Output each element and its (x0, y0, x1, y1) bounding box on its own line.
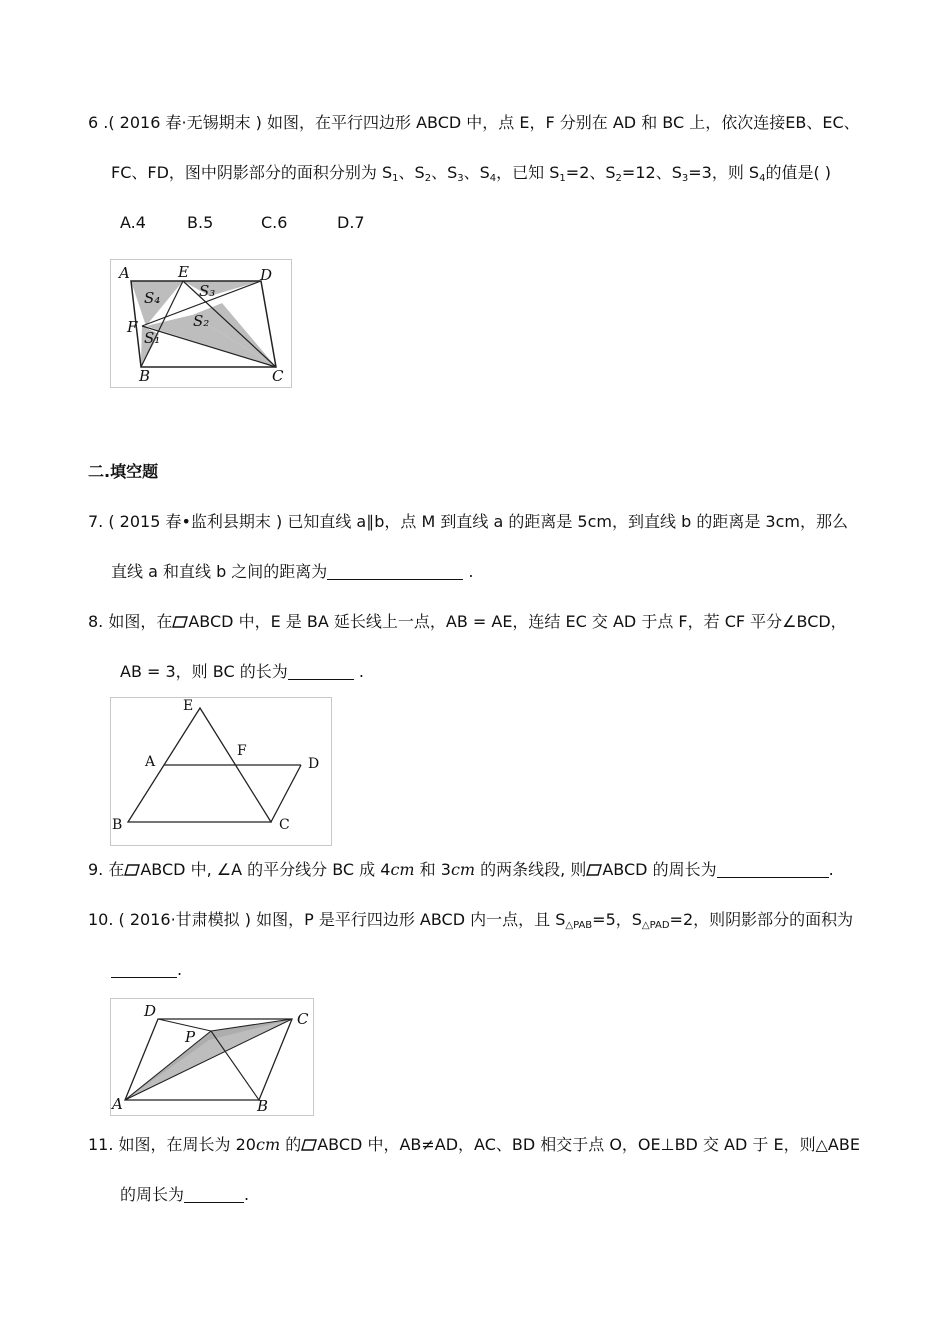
line-dc (271, 765, 301, 822)
q11-line1: 11. 如图，在周长为 20cm 的 ABCD 中，AB≠AD，AC、BD 相交于点 O，OE⊥BD 交 AD 于 E，则△ABE (88, 1135, 860, 1154)
label-s1: S₁ (144, 329, 161, 347)
label-s2: S₂ (193, 312, 210, 330)
section-title: 二.填空题 (88, 462, 159, 481)
q11-line2: 的周长为 . (120, 1185, 250, 1204)
label-a: A (112, 1095, 123, 1113)
label-p: P (185, 1028, 196, 1046)
option-c[interactable]: C.6 (261, 213, 288, 232)
q10-figure (110, 998, 314, 1116)
q6-line2: FC、FD，图中阴影部分的面积分别为 $S_1$、$S_2$、$S_3$、$S_4$，已知 $S_1=2$、$S_2=12$、$S_3=3$，则 $S_4$的值是( ) (111, 163, 832, 184)
parallelogram-icon (301, 1139, 317, 1151)
label-b: B (257, 1097, 269, 1115)
parallelogram-icon (586, 864, 602, 876)
label-e: E (183, 698, 194, 714)
q7-answer-blank[interactable] (327, 563, 463, 580)
line-ac (125, 1019, 292, 1100)
label-a: A (145, 754, 156, 770)
label-s4: S₄ (144, 289, 161, 307)
q10-line1: 10. ( 2016·甘肃模拟 ) 如图，P 是平行四边形 ABCD 内一点，且 $S_{\triangle PAB}=5$，$S_{\triangle PAD}=2$，则阴影部分的面积为 (88, 910, 854, 931)
q6-line1: 6 .( 2016 春·无锡期末 ) 如图，在平行四边形 ABCD 中，点 E，F 分别在 AD 和 BC 上，依次连接EB、EC、 (88, 113, 860, 132)
q10-answer-blank[interactable] (111, 961, 177, 978)
q11-answer-blank[interactable] (184, 1186, 244, 1203)
q7-line2: 直线 a 和直线 b 之间的距离为 . (111, 562, 474, 581)
label-d: D (308, 756, 320, 772)
parallelogram-icon (124, 864, 140, 876)
line-pa (125, 1031, 211, 1100)
option-a[interactable]: A.4 (120, 213, 146, 232)
label-b: B (112, 817, 123, 833)
label-b: B (139, 367, 151, 385)
label-f: F (127, 318, 138, 336)
option-b[interactable]: B.5 (187, 213, 214, 232)
label-f: F (237, 743, 247, 759)
option-d[interactable]: D.7 (337, 213, 365, 232)
label-e: E (178, 263, 189, 281)
label-d: D (144, 1002, 157, 1020)
q9-line: 9. 在 ABCD 中, ∠A 的平分线分 BC 成 4cm 和 3cm 的两条线段, 则 ABCD 的周长为 . (88, 860, 834, 879)
label-a: A (119, 264, 130, 282)
q9-answer-blank[interactable] (717, 861, 829, 878)
q7-line1: 7. ( 2015 春•监利县期末 ) 已知直线 a∥b，点 M 到直线 a 的距离是 5cm，到直线 b 的距离是 3cm，那么 (88, 512, 848, 531)
q8-figure (110, 697, 332, 846)
label-c: C (297, 1010, 309, 1028)
q8-line1: 8. 如图，在 ABCD 中，E 是 BA 延长线上一点，AB = AE，连结 EC 交 AD 于点 F，若 CF 平分∠BCD， (88, 612, 847, 631)
q10-line2: . (111, 959, 182, 981)
label-c: C (279, 817, 290, 833)
label-s3: S₃ (199, 282, 216, 300)
label-c: C (272, 367, 284, 385)
q6-options (120, 212, 365, 234)
label-d: D (260, 266, 273, 284)
q6-figure (110, 259, 292, 388)
parallelogram-icon (172, 616, 188, 628)
q8-line2: AB = 3，则 BC 的长为 . (120, 662, 364, 681)
q8-answer-blank[interactable] (288, 663, 354, 680)
